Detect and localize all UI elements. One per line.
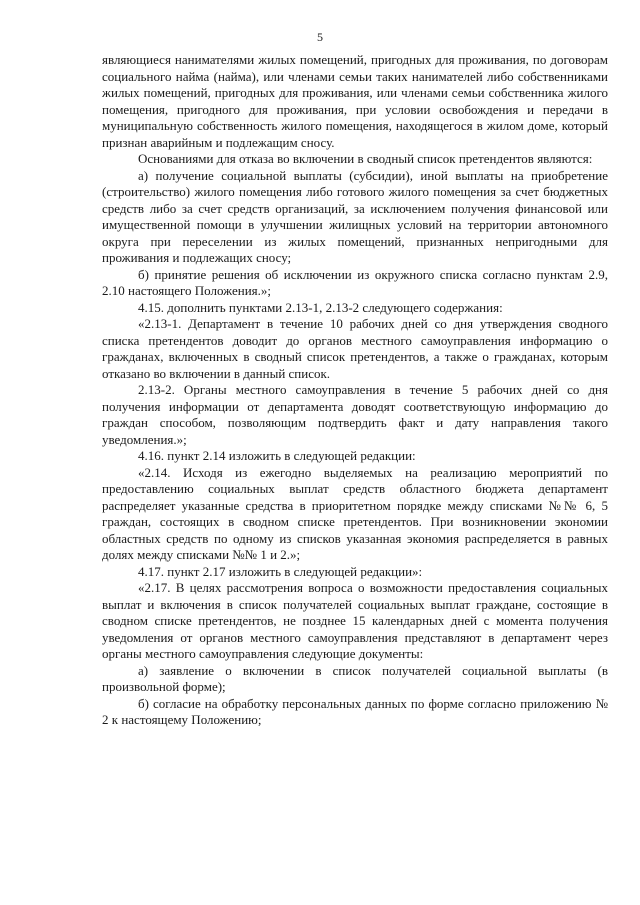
paragraph: 4.17. пункт 2.17 изложить в следующей редакции»: xyxy=(138,563,423,579)
paragraph: «2.13-1. Департамент в течение 10 рабочих дней со дня утверждения сводного списка претендентов доводит до органов местного самоуправления информацию о гражданах, включенных в сводный список претендентов, а также о гражданах, которым отказано во включении в данный список. xyxy=(102,316,608,381)
page-number: 5 xyxy=(317,30,323,44)
paragraph: Основаниями для отказа во включении в сводный список претендентов являются: xyxy=(138,151,593,166)
paragraph: «2.14. Исходя из ежегодно выделяемых на реализацию мероприятий по предоставлению социальных выплат средств областного бюджета департамент распределяет указанные средства в приоритетном порядке между списками №№ 6, 5 граждан, состоящих в сводном списке претендентов. При возникновении экономии областных средств по одному из списков указанная экономия распределяется в равных долях между списками №№ 1 и 2.»; xyxy=(102,464,608,562)
paragraph: а) заявление о включении в список получателей социальной выплаты (в произвольной форме); xyxy=(102,662,608,694)
paragraph: 4.15. дополнить пунктами 2.13-1, 2.13-2 следующего содержания: xyxy=(138,299,503,315)
paragraph: б) принятие решения об исключении из окружного списка согласно пунктам 2.9, 2.10 настоящего Положения.»; xyxy=(102,266,608,298)
paragraph: 4.16. пункт 2.14 изложить в следующей редакции: xyxy=(138,448,416,463)
paragraph: б) согласие на обработку персональных данных по форме согласно приложению № 2 к настоящему Положению; xyxy=(102,695,608,727)
paragraph: являющиеся нанимателями жилых помещений, пригодных для проживания, по договорам социального найма (найма), или членами семьи таких нанимателей либо собственниками жилых помещений, пригодных для проживания, или членами семьи собственника жилого помещения, пригодного для проживания, при условии освобождения и передачи в муниципальную собственность жилого помещения, находящегося в жилом доме, который признан аварийным и подлежащим сносу. xyxy=(102,52,608,150)
paragraph: а) получение социальной выплаты (субсидии), иной выплаты на приобретение (строительство) жилого помещения либо готового жилого помещения за счет бюджетных средств либо за счет средств организаций, за исключением получения финансовой или имущественной помощи в улучшении жилищных условий на территории автономного округа при переселении из жилых помещений, признанных непригодными для проживания и подлежащих сносу; xyxy=(102,167,608,265)
paragraph: 2.13-2. Органы местного самоуправления в течение 5 рабочих дней со дня получения информации от департамента доводят соответствующую информацию до граждан способом, позволяющим подтвердить факт и дату направления такого уведомления.»; xyxy=(102,382,608,447)
paragraph: «2.17. В целях рассмотрения вопроса о возможности предоставления социальных выплат и включения в список получателей социальных выплат граждане, состоящие в сводном списке претендентов, не позднее 15 календарных дней с момента получения уведомления от органов местного самоуправления представляют в департамент через органы местного самоуправления следующие документы: xyxy=(102,580,608,661)
document-body xyxy=(102,52,608,729)
